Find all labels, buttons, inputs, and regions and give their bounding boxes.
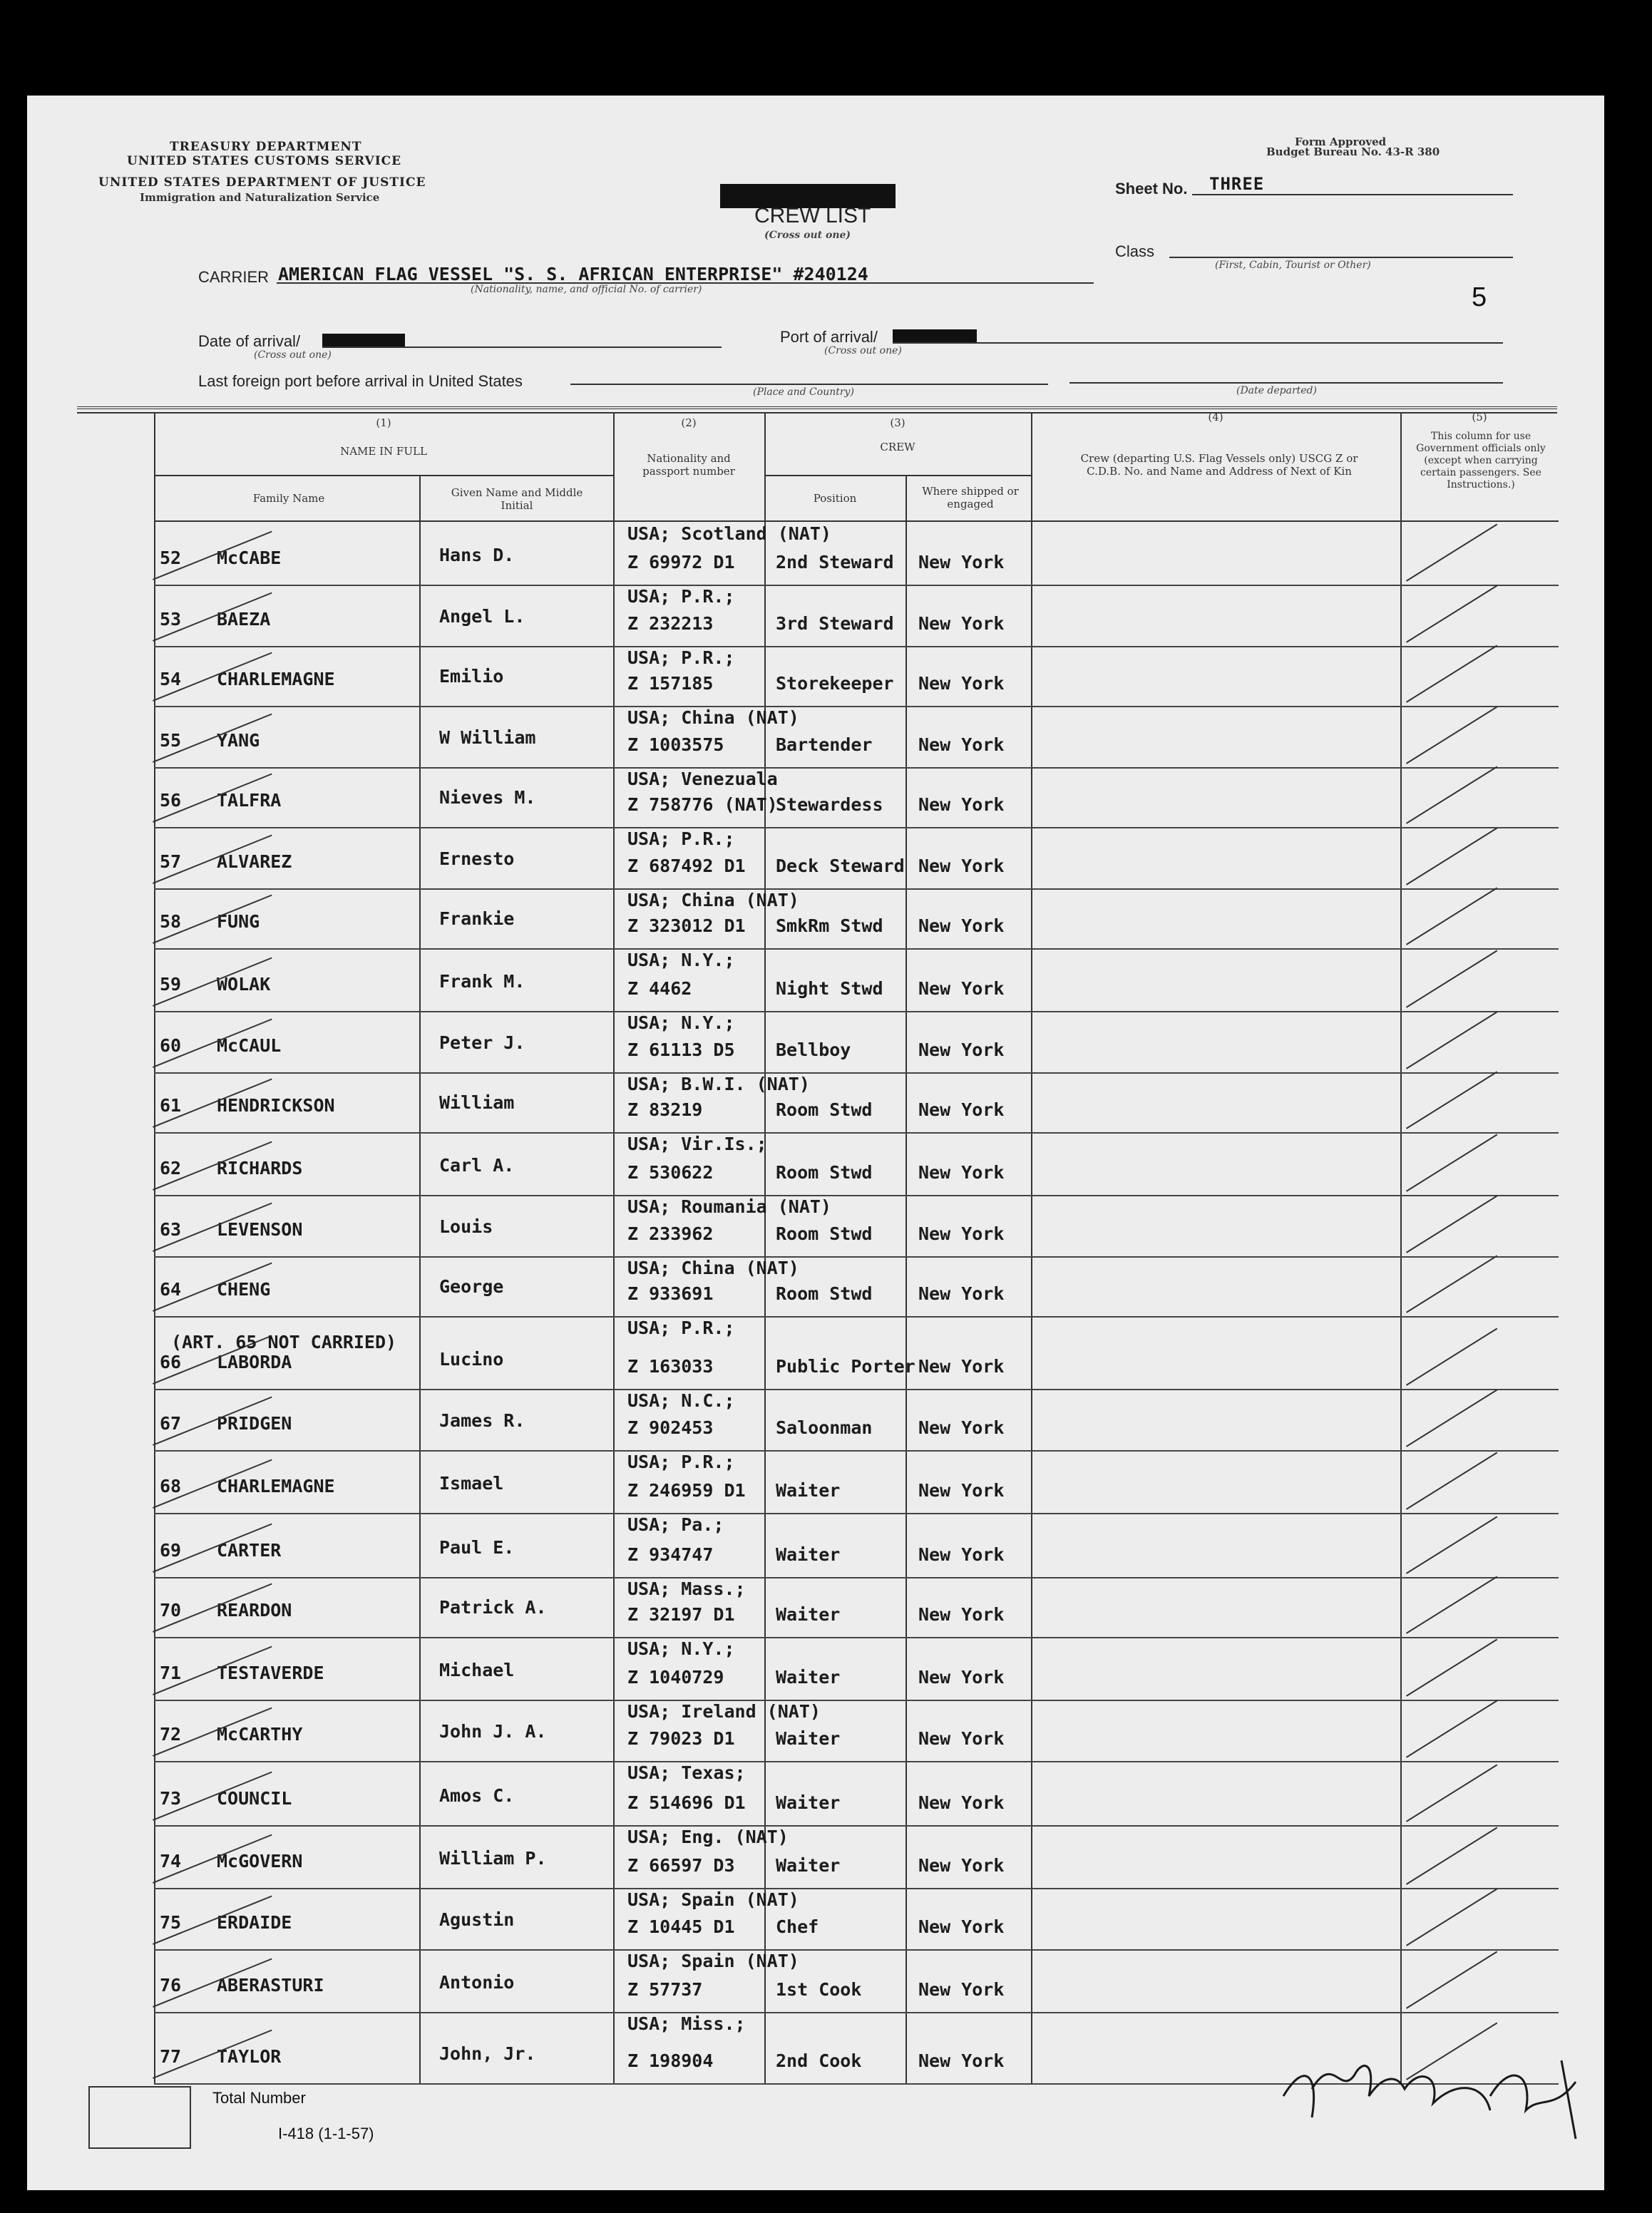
crew-family-name: CHENG xyxy=(217,1279,271,1300)
crew-passport-number: Z 246959 D1 xyxy=(627,1480,746,1501)
date-departed-hint: (Date departed) xyxy=(1236,385,1317,396)
crew-where-shipped: New York xyxy=(918,1480,1005,1501)
crew-where-shipped: New York xyxy=(918,1979,1005,2000)
row-separator xyxy=(154,1700,1559,1701)
title-cross-out-hint: (Cross out one) xyxy=(764,230,851,241)
crew-where-shipped: New York xyxy=(918,1223,1005,1244)
crew-position: Chef xyxy=(776,1916,819,1937)
row-separator xyxy=(154,1949,1559,1951)
total-number-label: Total Number xyxy=(212,2089,306,2107)
crew-where-shipped: New York xyxy=(918,1604,1005,1625)
crew-where-shipped: New York xyxy=(918,673,1005,694)
treasury-heading: TREASURY DEPARTMENT xyxy=(170,140,362,154)
crew-position: Stewardess xyxy=(776,794,883,815)
crew-nationality: USA; Miss.; xyxy=(627,2013,746,2034)
crew-nationality: USA; P.R.; xyxy=(627,586,735,607)
crew-position: Public Porter xyxy=(776,1356,915,1377)
crew-row-number: 67 xyxy=(160,1413,182,1434)
crew-where-shipped: New York xyxy=(918,978,1005,999)
carrier-hint: (Nationality, name, and official No. of carrier) xyxy=(471,284,702,295)
crew-nationality: USA; Mass.; xyxy=(627,1578,746,1599)
crew-position: Bellboy xyxy=(776,1039,851,1060)
date-of-arrival-label: Date of arrival/ xyxy=(198,332,301,350)
crew-position: Room Stwd xyxy=(776,1099,873,1120)
form-number: I-418 (1-1-57) xyxy=(278,2125,374,2142)
col-where-shipped: Where shipped or engaged xyxy=(922,485,1019,510)
class-label: Class xyxy=(1115,242,1155,260)
crew-nationality: USA; Pa.; xyxy=(627,1514,724,1535)
crew-given-name: Nieves M. xyxy=(439,787,536,808)
art65-note: (ART. 65 NOT CARRIED) xyxy=(171,1332,397,1352)
row-separator xyxy=(154,1256,1559,1258)
row-separator xyxy=(154,585,1559,586)
crew-position: Waiter xyxy=(776,1855,841,1876)
crew-position: Waiter xyxy=(776,1544,841,1565)
crew-given-name: Angel L. xyxy=(439,606,525,627)
crew-row-number: 71 xyxy=(160,1663,182,1683)
crew-row-number: 62 xyxy=(160,1158,182,1179)
crew-family-name: ALVAREZ xyxy=(217,851,292,872)
crew-nationality: USA; China (NAT) xyxy=(627,1258,799,1278)
crew-where-shipped: New York xyxy=(918,734,1005,755)
crew-family-name: FUNG xyxy=(217,911,260,932)
port-of-arrival-label: Port of arrival/ xyxy=(780,328,878,346)
crew-position: Saloonman xyxy=(776,1417,873,1438)
crew-nationality: USA; P.R.; xyxy=(627,647,735,668)
crew-given-name: Hans D. xyxy=(439,545,515,565)
crew-passport-number: Z 66597 D3 xyxy=(627,1855,735,1876)
last-port-label: Last foreign port before arrival in United States xyxy=(198,372,523,390)
place-hint: (Place and Country) xyxy=(753,386,854,398)
crew-where-shipped: New York xyxy=(918,1855,1005,1876)
crew-given-name: Ismael xyxy=(439,1473,504,1494)
crew-given-name: Emilio xyxy=(439,666,504,687)
crew-nationality: USA; P.R.; xyxy=(627,1318,735,1338)
crew-nationality: USA; Texas; xyxy=(627,1762,746,1783)
row-separator xyxy=(154,948,1559,950)
crew-row-number: 72 xyxy=(160,1724,182,1745)
crew-family-name: COUNCIL xyxy=(217,1788,292,1809)
row-separator xyxy=(154,1825,1559,1827)
crew-row-number: 76 xyxy=(160,1975,182,1996)
crew-where-shipped: New York xyxy=(918,2050,1005,2071)
crew-family-name: YANG xyxy=(217,730,260,751)
row-separator xyxy=(154,1132,1559,1134)
row-separator xyxy=(154,1888,1559,1889)
port-cross-out-hint: (Cross out one) xyxy=(824,345,902,356)
crew-where-shipped: New York xyxy=(918,1728,1005,1749)
sheet-value: THREE xyxy=(1209,174,1265,194)
crew-where-shipped: New York xyxy=(918,613,1005,634)
crew-nationality: USA; China (NAT) xyxy=(627,707,799,728)
crew-family-name: McCAUL xyxy=(217,1035,282,1056)
form-title: CREW LIST xyxy=(754,204,871,227)
col2-number: (2) xyxy=(681,416,697,429)
crew-nationality: USA; N.C.; xyxy=(627,1390,735,1411)
crew-position: Waiter xyxy=(776,1480,841,1501)
crew-family-name: McCARTHY xyxy=(217,1724,303,1745)
crew-nationality: USA; Ireland (NAT) xyxy=(627,1701,821,1722)
crew-row-number: 53 xyxy=(160,609,182,630)
crew-position: Waiter xyxy=(776,1604,841,1625)
crew-position: Waiter xyxy=(776,1728,841,1749)
crew-row-number: 70 xyxy=(160,1600,182,1621)
justice-heading: UNITED STATES DEPARTMENT OF JUSTICE xyxy=(98,175,426,190)
col-given-name: Given Name and Middle Initial xyxy=(451,486,583,512)
crew-position: Waiter xyxy=(776,1792,841,1813)
crew-row-number: 63 xyxy=(160,1219,182,1240)
crew-row-number: 56 xyxy=(160,790,182,811)
carrier-value: AMERICAN FLAG VESSEL "S. S. AFRICAN ENTERPRISE" #240124 xyxy=(278,264,868,284)
crew-passport-number: Z 69972 D1 xyxy=(627,552,735,572)
crew-family-name: McCABE xyxy=(217,548,282,568)
crew-where-shipped: New York xyxy=(918,794,1005,815)
crew-position: 3rd Steward xyxy=(776,613,894,634)
total-number-box xyxy=(88,2086,191,2149)
crew-family-name: HENDRICKSON xyxy=(217,1095,335,1116)
sheet-label: Sheet No. xyxy=(1115,180,1188,197)
crew-row-number: 54 xyxy=(160,669,182,689)
col-family-name: Family Name xyxy=(252,492,325,505)
crew-position: SmkRm Stwd xyxy=(776,915,883,936)
inspector-signature xyxy=(1276,2032,1611,2153)
crew-where-shipped: New York xyxy=(918,1162,1005,1183)
date-redaction xyxy=(322,334,405,348)
crew-position: 2nd Steward xyxy=(776,552,894,572)
crew-passport-number: Z 61113 D5 xyxy=(627,1039,735,1060)
crew-given-name: Ernesto xyxy=(439,848,515,869)
crew-where-shipped: New York xyxy=(918,1916,1005,1937)
crew-nationality: USA; P.R.; xyxy=(627,828,735,849)
crew-position: Storekeeper xyxy=(776,673,894,694)
crew-given-name: William xyxy=(439,1092,515,1113)
crew-given-name: William P. xyxy=(439,1848,547,1869)
crew-family-name: WOLAK xyxy=(217,974,271,995)
ins-heading: Immigration and Naturalization Service xyxy=(140,191,380,204)
crew-passport-number: Z 32197 D1 xyxy=(627,1604,735,1625)
page-number: 5 xyxy=(1472,282,1487,312)
col1-number: (1) xyxy=(376,416,391,429)
crew-given-name: Antonio xyxy=(439,1972,515,1993)
row-separator xyxy=(154,1761,1559,1762)
crew-family-name: CHARLEMAGNE xyxy=(217,669,335,689)
crew-row-number: 60 xyxy=(160,1035,182,1056)
crew-given-name: Lucino xyxy=(439,1349,504,1370)
crew-family-name: TESTAVERDE xyxy=(217,1663,324,1683)
crew-family-name: CARTER xyxy=(217,1540,282,1561)
crew-given-name: Paul E. xyxy=(439,1537,515,1558)
crew-where-shipped: New York xyxy=(918,1544,1005,1565)
crew-family-name: TALFRA xyxy=(217,790,282,811)
crew-row-number: 59 xyxy=(160,974,182,995)
crew-family-name: BAEZA xyxy=(217,609,271,630)
crew-row-number: 57 xyxy=(160,851,182,872)
crew-passport-number: Z 514696 D1 xyxy=(627,1792,746,1813)
crew-nationality: USA; B.W.I. (NAT) xyxy=(627,1074,810,1094)
crew-passport-number: Z 687492 D1 xyxy=(627,856,746,876)
crew-given-name: Peter J. xyxy=(439,1032,525,1053)
crew-row-number: 64 xyxy=(160,1279,182,1300)
crew-passport-number: Z 157185 xyxy=(627,673,714,694)
row-separator xyxy=(154,767,1559,769)
customs-heading: UNITED STATES CUSTOMS SERVICE xyxy=(127,154,402,168)
crew-position: 2nd Cook xyxy=(776,2050,862,2071)
crew-passport-number: Z 79023 D1 xyxy=(627,1728,735,1749)
crew-given-name: Frankie xyxy=(439,908,515,929)
crew-row-number: 69 xyxy=(160,1540,182,1561)
budget-number: Budget Bureau No. 43-R 380 xyxy=(1266,145,1440,158)
crew-passport-number: Z 758776 (NAT) xyxy=(627,794,778,815)
crew-position: 1st Cook xyxy=(776,1979,862,2000)
crew-position: Deck Steward xyxy=(776,856,905,876)
col3-number: (3) xyxy=(890,416,905,429)
col5-title: This column for use Government officials only (except when carrying certain passengers. See Instructions.) xyxy=(1416,431,1546,491)
crew-family-name: ERDAIDE xyxy=(217,1912,292,1933)
crew-row-number: 74 xyxy=(160,1851,182,1871)
crew-position: Room Stwd xyxy=(776,1162,873,1183)
crew-position: Night Stwd xyxy=(776,978,883,999)
col2-title: Nationality and passport number xyxy=(642,452,735,478)
crew-where-shipped: New York xyxy=(918,1792,1005,1813)
col1-title: NAME IN FULL xyxy=(340,445,427,458)
crew-nationality: USA; Scotland (NAT) xyxy=(627,523,831,544)
crew-nationality: USA; N.Y.; xyxy=(627,1012,735,1033)
row-separator xyxy=(154,888,1559,890)
crew-nationality: USA; N.Y.; xyxy=(627,950,735,970)
crew-where-shipped: New York xyxy=(918,856,1005,876)
crew-where-shipped: New York xyxy=(918,1099,1005,1120)
crew-given-name: Agustin xyxy=(439,1909,515,1930)
crew-where-shipped: New York xyxy=(918,552,1005,572)
crew-family-name: ABERASTURI xyxy=(217,1975,324,1996)
crew-row-number: 55 xyxy=(160,730,182,751)
crew-row-number: 68 xyxy=(160,1476,182,1496)
document-page xyxy=(27,96,1604,2190)
row-separator xyxy=(154,1577,1559,1578)
crew-family-name: RICHARDS xyxy=(217,1158,303,1179)
crew-position: Room Stwd xyxy=(776,1223,873,1244)
crew-nationality: USA; Roumania (NAT) xyxy=(627,1196,831,1217)
crew-family-name: REARDON xyxy=(217,1600,292,1621)
row-separator xyxy=(154,1316,1559,1318)
crew-where-shipped: New York xyxy=(918,1356,1005,1377)
crew-given-name: John J. A. xyxy=(439,1721,547,1742)
crew-family-name: LEVENSON xyxy=(217,1219,303,1240)
crew-row-number: 73 xyxy=(160,1788,182,1809)
crew-passport-number: Z 1003575 xyxy=(627,734,724,755)
crew-given-name: James R. xyxy=(439,1410,525,1431)
crew-given-name: Amos C. xyxy=(439,1785,515,1806)
port-redaction xyxy=(893,329,977,344)
crew-given-name: Patrick A. xyxy=(439,1597,547,1618)
crew-family-name: CHARLEMAGNE xyxy=(217,1476,335,1496)
col4-number: (4) xyxy=(1208,411,1223,423)
crew-passport-number: Z 232213 xyxy=(627,613,714,634)
crew-passport-number: Z 10445 D1 xyxy=(627,1916,735,1937)
crew-passport-number: Z 933691 xyxy=(627,1283,714,1304)
crew-passport-number: Z 1040729 xyxy=(627,1667,724,1688)
crew-nationality: USA; Spain (NAT) xyxy=(627,1889,799,1910)
col5-number: (5) xyxy=(1472,411,1487,423)
crew-family-name: PRIDGEN xyxy=(217,1413,292,1434)
crew-passport-number: Z 198904 xyxy=(627,2050,714,2071)
crew-row-number: 75 xyxy=(160,1912,182,1933)
form-approved: Form Approved xyxy=(1295,135,1387,148)
crew-family-name: TAYLOR xyxy=(217,2046,282,2067)
col-position: Position xyxy=(813,492,857,505)
crew-passport-number: Z 4462 xyxy=(627,978,692,999)
crew-row-number: 52 xyxy=(160,548,182,568)
crew-given-name: Louis xyxy=(439,1216,493,1237)
row-separator xyxy=(154,1011,1559,1012)
date-cross-out-hint: (Cross out one) xyxy=(254,349,332,361)
crew-passport-number: Z 934747 xyxy=(627,1544,714,1565)
crew-given-name: Frank M. xyxy=(439,971,525,992)
crew-nationality: USA; Eng. (NAT) xyxy=(627,1827,789,1847)
crew-passport-number: Z 530622 xyxy=(627,1162,714,1183)
crew-passport-number: Z 83219 xyxy=(627,1099,703,1120)
crew-nationality: USA; Vir.Is.; xyxy=(627,1134,767,1154)
crew-row-number: 61 xyxy=(160,1095,182,1116)
crew-nationality: USA; Spain (NAT) xyxy=(627,1951,799,1971)
crew-row-number: 58 xyxy=(160,911,182,932)
crew-nationality: USA; N.Y.; xyxy=(627,1638,735,1659)
col3-title: CREW xyxy=(880,441,915,453)
crew-passport-number: Z 57737 xyxy=(627,1979,703,2000)
crew-position: Bartender xyxy=(776,734,873,755)
crew-passport-number: Z 233962 xyxy=(627,1223,714,1244)
crew-given-name: Michael xyxy=(439,1660,515,1680)
row-separator xyxy=(154,2012,1559,2013)
crew-where-shipped: New York xyxy=(918,1039,1005,1060)
crew-nationality: USA; P.R.; xyxy=(627,1452,735,1472)
row-separator xyxy=(154,1513,1559,1514)
crew-given-name: Carl A. xyxy=(439,1155,515,1176)
crew-position: Waiter xyxy=(776,1667,841,1688)
row-separator xyxy=(154,646,1559,647)
row-separator xyxy=(154,827,1559,828)
crew-passport-number: Z 163033 xyxy=(627,1356,714,1377)
crew-nationality: USA; Venezuala xyxy=(627,769,778,789)
crew-passport-number: Z 323012 D1 xyxy=(627,915,746,936)
col4-title: Crew (departing U.S. Flag Vessels only) USCG Z or C.D.B. No. and Name and Address of Next of Kin xyxy=(1080,452,1358,478)
crew-position: Room Stwd xyxy=(776,1283,873,1304)
crew-where-shipped: New York xyxy=(918,1283,1005,1304)
crew-row-number: 66 xyxy=(160,1352,182,1372)
crew-family-name: LABORDA xyxy=(217,1352,292,1372)
crew-nationality: USA; China (NAT) xyxy=(627,890,799,910)
crew-given-name: W William xyxy=(439,727,536,748)
carrier-label: CARRIER xyxy=(198,268,270,286)
row-separator xyxy=(154,1195,1559,1196)
crew-where-shipped: New York xyxy=(918,1417,1005,1438)
crew-row-number: 77 xyxy=(160,2046,182,2067)
row-separator xyxy=(154,1450,1559,1452)
crew-family-name: McGOVERN xyxy=(217,1851,303,1871)
crew-where-shipped: New York xyxy=(918,915,1005,936)
crew-given-name: John, Jr. xyxy=(439,2043,536,2064)
crew-passport-number: Z 902453 xyxy=(627,1417,714,1438)
row-separator xyxy=(154,1389,1559,1390)
crew-given-name: George xyxy=(439,1276,504,1297)
row-separator xyxy=(154,706,1559,707)
row-separator xyxy=(154,1637,1559,1638)
row-separator xyxy=(154,1072,1559,1074)
crew-where-shipped: New York xyxy=(918,1667,1005,1688)
class-hint: (First, Cabin, Tourist or Other) xyxy=(1215,260,1371,271)
